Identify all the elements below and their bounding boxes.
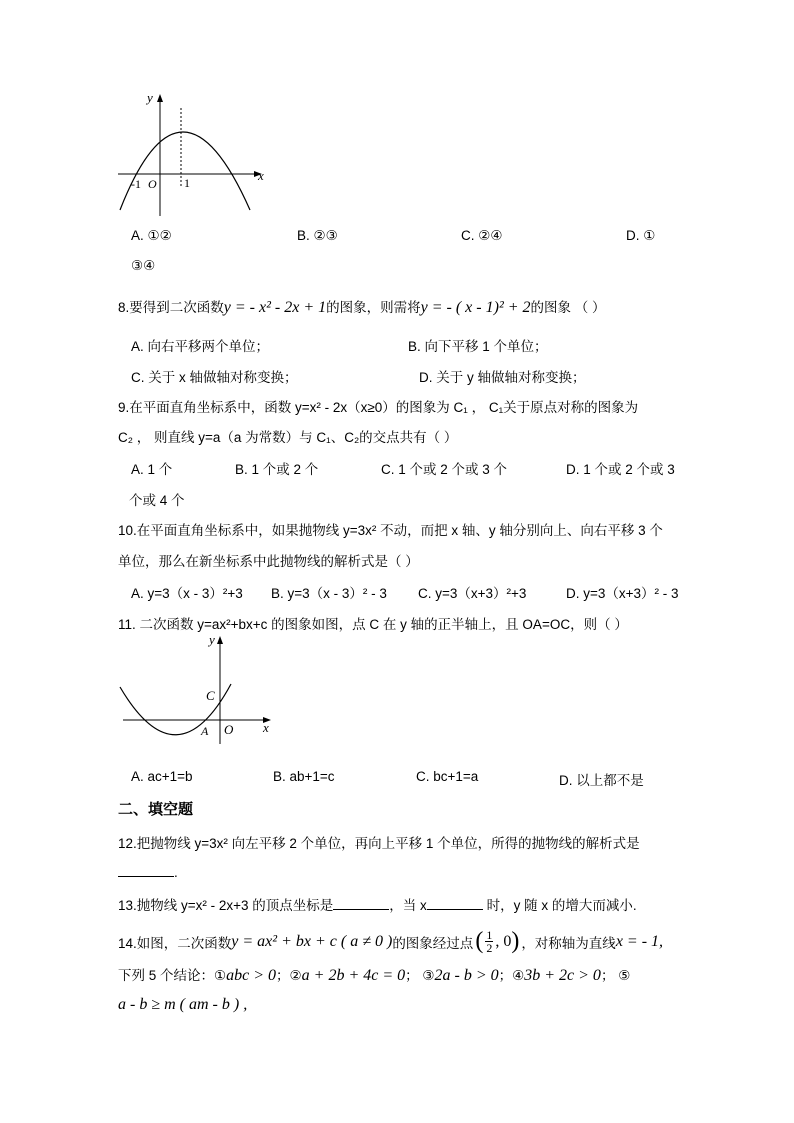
parabola-figure-2 (115, 632, 280, 747)
q14-line-1 (118, 928, 663, 955)
q13-part-1: 13.抛物线 y=x² - 2x+3 的顶点坐标是 (118, 898, 334, 913)
q9-option-a[interactable]: A. 1 个 (131, 462, 173, 477)
q14-fraction-den: 2 (486, 941, 493, 955)
q13-question (118, 894, 637, 914)
q12-end: . (174, 865, 178, 880)
parabola-figure-1 (110, 88, 280, 218)
q7-option-c[interactable]: C. ②④ (461, 228, 503, 243)
q14-conclusion-3: 2a - b > 0 (434, 967, 499, 984)
q9-line-1: 9.在平面直角坐标系中，函数 y=x² - 2x（x≥0）的图象为 C₁ ， C₁关于原点对称的图象为 (118, 400, 639, 415)
q14-formula: y = ax² + bx + c ( a ≠ 0 ) (231, 932, 393, 950)
q14-conclusion-5: a - b ≥ m ( am - b ) , (118, 996, 248, 1013)
q11-option-c[interactable]: C. bc+1=a (416, 769, 479, 784)
q14-axis-formula: x = - 1, (615, 932, 664, 950)
q14-sep-4: ； ⑤ (600, 968, 631, 983)
q14-conclusion-4: 3b + 2c > 0 (524, 967, 601, 984)
q9-option-b[interactable]: B. 1 个或 2 个 (235, 462, 319, 477)
q11-option-b[interactable]: B. ab+1=c (273, 769, 335, 784)
q11-question: 11. 二次函数 y=ax²+bx+c 的图象如图，点 C 在 y 轴的正半轴上，且 OA=OC，则（ ） (118, 617, 628, 632)
q14-fraction-num: 1 (486, 928, 493, 942)
y-axis-arrow (217, 636, 223, 644)
q8-formula-2: y = - ( x - 1)² + 2 (420, 299, 531, 316)
q14-point: ( $\frac{1}{2}$ , 0 ) (475, 928, 520, 955)
q14-sep-1: ；② (276, 968, 302, 983)
q7-option-d[interactable]: D. ① (626, 228, 656, 243)
x-label: x (263, 720, 269, 735)
axes (118, 94, 262, 216)
section-heading: 二、填空题 (118, 801, 194, 818)
point-a-label: A (201, 724, 209, 738)
y-label: y (209, 632, 215, 647)
q13-x-blank[interactable] (427, 895, 483, 910)
q12-line-1: 12.把抛物线 y=3x² 向左平移 2 个单位，再向上平移 1 个单位，所得的抛物线的解析式是 (118, 836, 640, 851)
q8-question (118, 296, 606, 317)
q14-sep-2: ； ③ (405, 968, 435, 983)
y-axis-arrow (157, 94, 163, 102)
q8-option-d[interactable]: D. 关于 y 轴做轴对称变换； (419, 370, 586, 385)
q10-option-c[interactable]: C. y=3（x+3）²+3 (418, 586, 527, 601)
origin-label: O (148, 177, 157, 191)
q14-prefix: 14.如图，二次函数 (118, 935, 232, 951)
q10-line-1: 10.在平面直角坐标系中，如果抛物线 y=3x² 不动，而把 x 轴、y 轴分别向上、向右平移 3 个 (118, 523, 663, 538)
q8-option-c[interactable]: C. 关于 x 轴做轴对称变换； (131, 370, 298, 385)
q14-conclusion-2: a + 2b + 4c = 0 (301, 967, 406, 984)
q8-option-b[interactable]: B. 向下平移 1 个单位； (408, 339, 548, 354)
q9-option-d[interactable]: D. 1 个或 2 个或 3 (566, 462, 675, 477)
x-label: x (258, 168, 264, 183)
q9-option-c[interactable]: C. 1 个或 2 个或 3 个 (381, 462, 508, 477)
q8-middle: 的图象，则需将 (326, 300, 421, 315)
q14-middle: 的图象经过点 (392, 935, 474, 951)
q11-option-a[interactable]: A. ac+1=b (131, 769, 193, 784)
q8-formula-1: y = - x² - 2x + 1 (223, 299, 327, 316)
point-c-label: C (206, 688, 215, 703)
q11-option-d[interactable]: D. 以上都不是 (559, 773, 644, 788)
q13-part-2: ，当 x (389, 898, 427, 913)
neg-one-label: -1 (131, 177, 141, 191)
q10-option-a[interactable]: A. y=3（x - 3）²+3 (131, 586, 243, 601)
parabola-curve (120, 132, 250, 210)
q8-prefix: 8.要得到二次函数 (118, 300, 224, 315)
one-label: 1 (184, 176, 190, 190)
q10-line-2: 单位，那么在新坐标系中此抛物线的解析式是（ ） (118, 554, 419, 569)
q7-option-d-cont: ③④ (131, 258, 156, 273)
q12-answer-blank[interactable] (118, 862, 174, 877)
q14-point-rest: , 0 (495, 932, 512, 950)
y-label: y (147, 90, 153, 105)
q13-part-3: 时，y 随 x 的增大而减小. (482, 898, 637, 913)
q12-line-2 (118, 862, 178, 880)
q8-option-a[interactable]: A. 向右平移两个单位； (131, 339, 270, 354)
q7-option-b[interactable]: B. ②③ (297, 228, 338, 243)
q10-option-b[interactable]: B. y=3（x - 3）² - 3 (271, 586, 387, 601)
q14-line-2 (118, 964, 630, 985)
q9-option-d-cont: 个或 4 个 (129, 493, 185, 508)
q7-option-a[interactable]: A. ①② (131, 228, 172, 243)
q14-line2-prefix: 下列 5 个结论：① (118, 968, 227, 983)
q14-line-3 (118, 996, 247, 1014)
q14-sep-3: ；④ (498, 968, 525, 983)
origin-label: O (224, 722, 234, 737)
q14-axis-text: ，对称轴为直线 (521, 935, 616, 951)
q10-option-d[interactable]: D. y=3（x+3）² - 3 (566, 586, 679, 601)
q14-fraction (485, 929, 493, 954)
q9-line-2: C₂ ， 则直线 y=a（a 为常数）与 C₁、C₂的交点共有（ ） (118, 430, 458, 445)
q13-vertex-blank[interactable] (333, 895, 389, 910)
q8-suffix: 的图象 （ ） (530, 300, 606, 315)
q14-conclusion-1: abc > 0 (226, 967, 277, 984)
